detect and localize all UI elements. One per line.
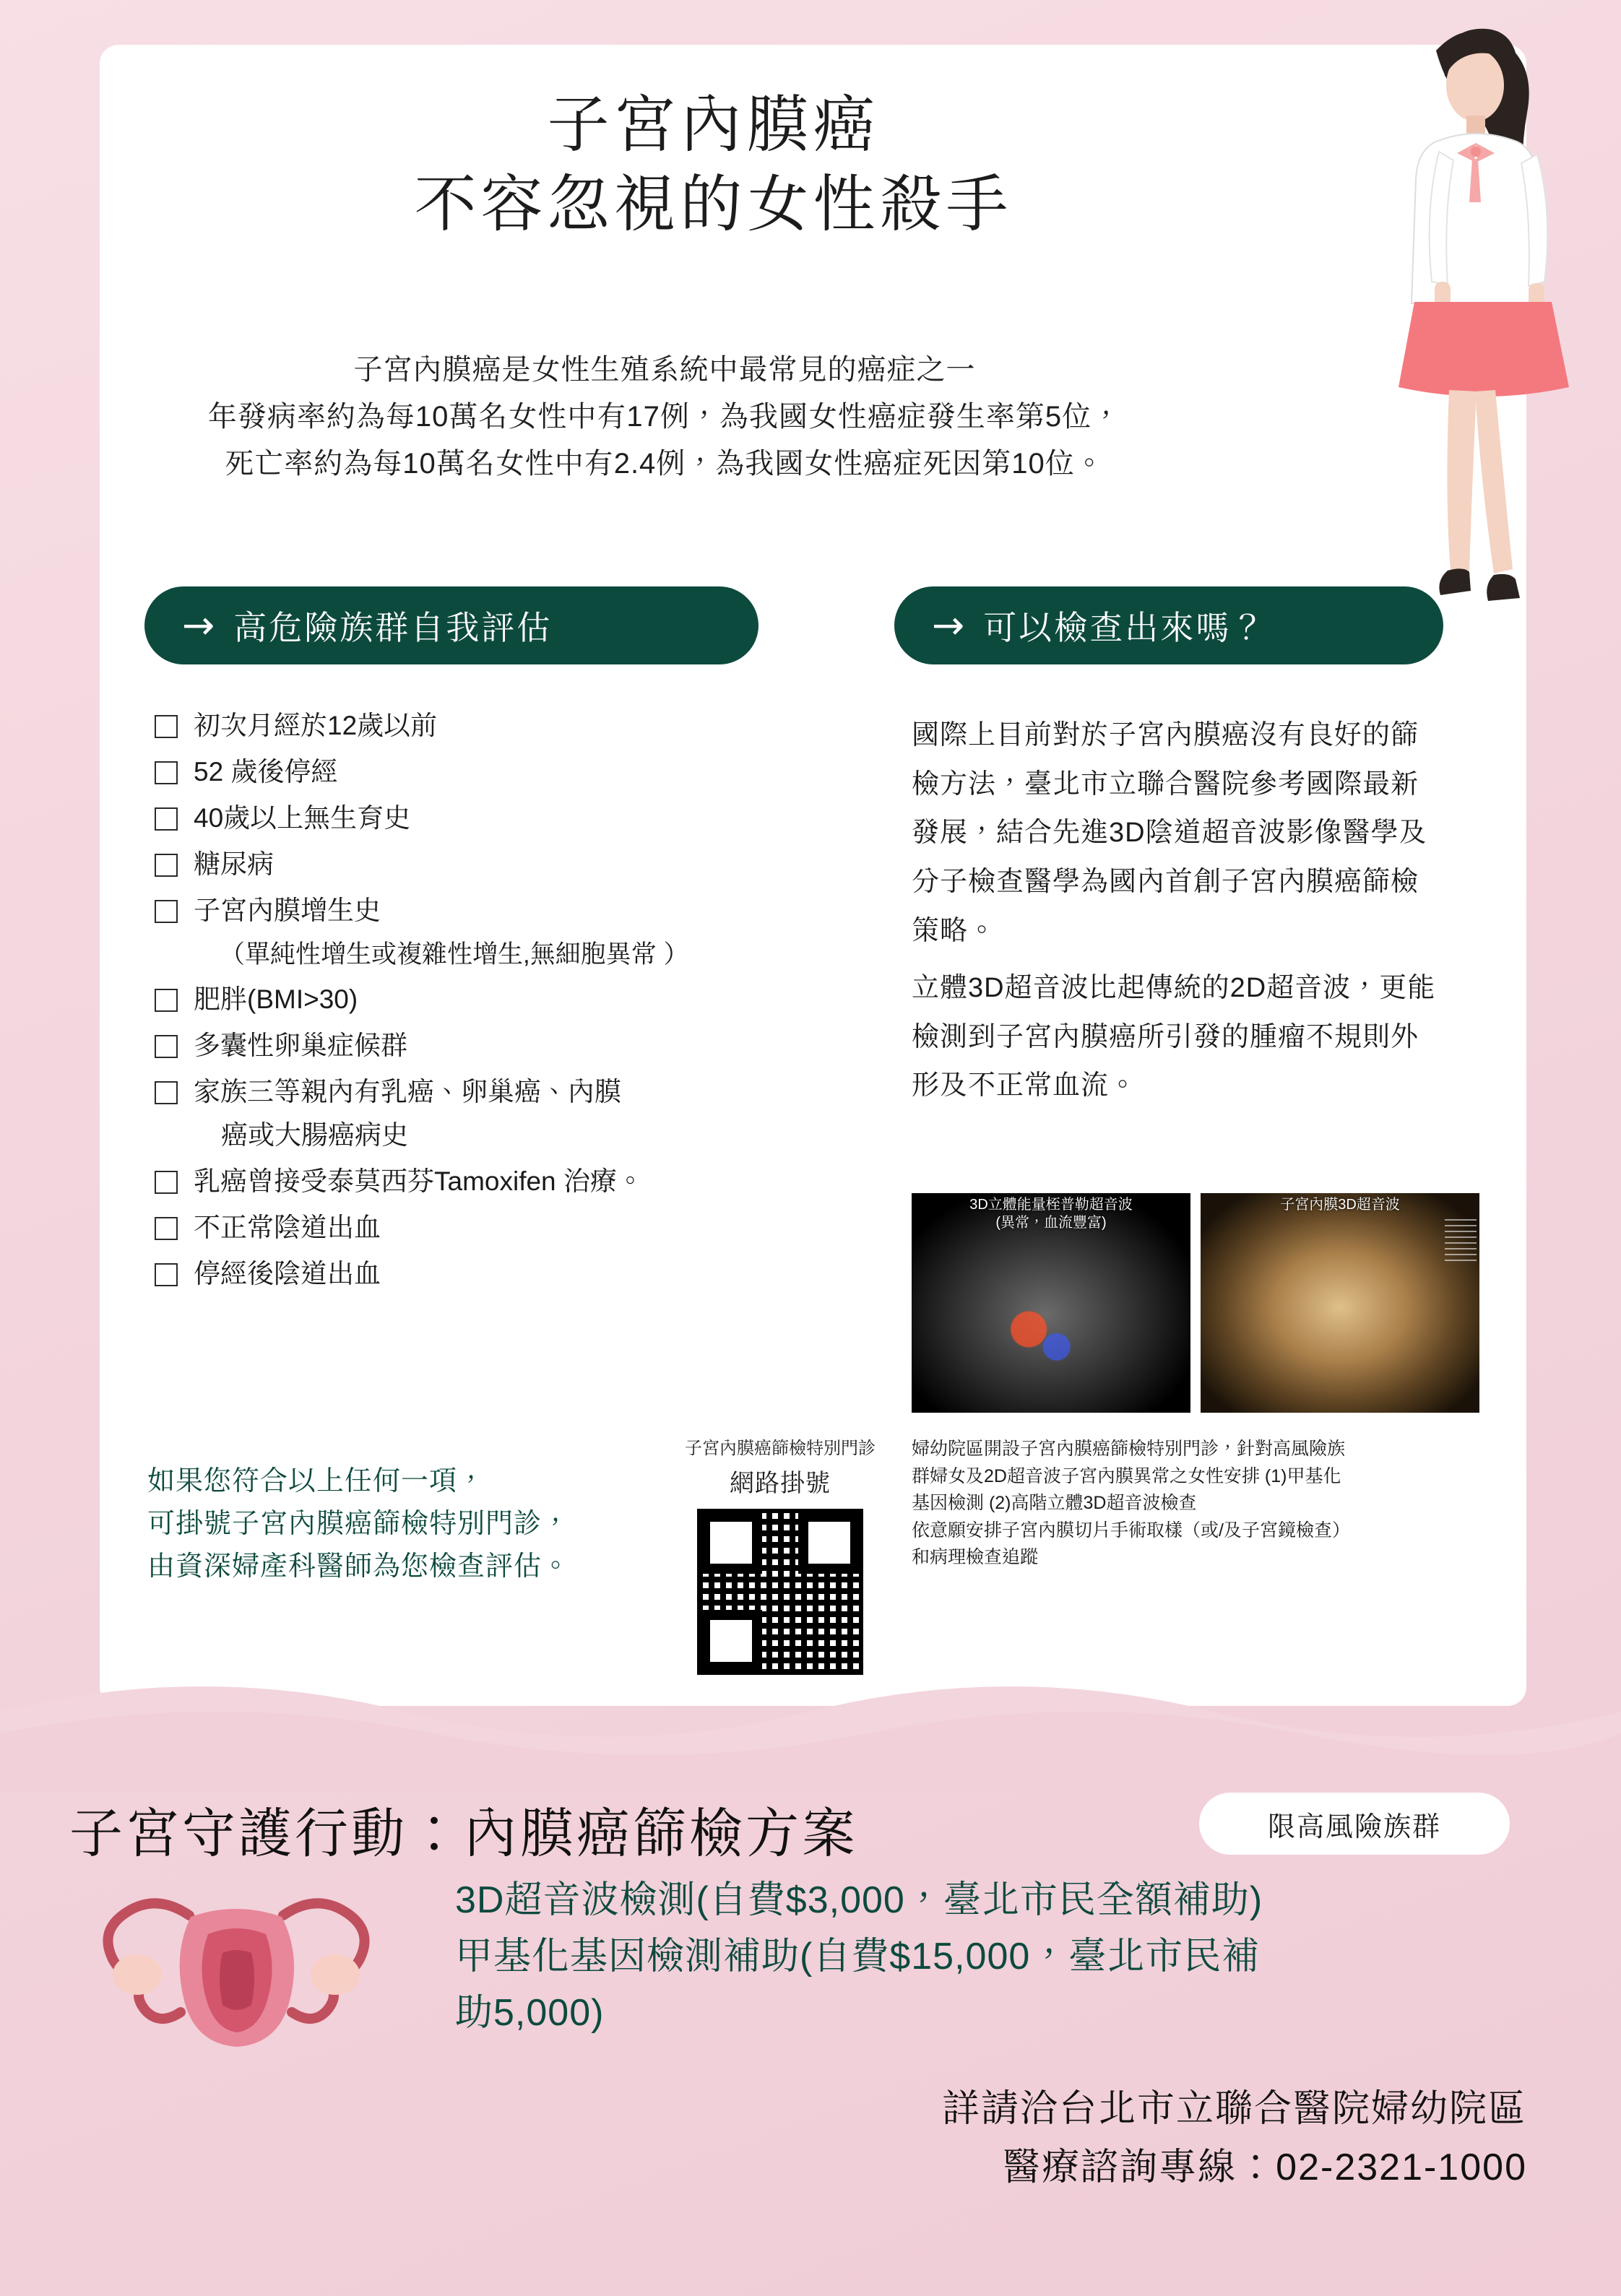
qr-code-icon[interactable] — [697, 1509, 863, 1675]
clinic-service-note — [912, 1436, 1482, 1572]
contact-info — [516, 2080, 1527, 2196]
ultrasound-caption-1: 3D立體能量桎普勒超音波 (異常，血流豐富) — [969, 1197, 1133, 1231]
status-badge: 限高風險族群 — [1199, 1793, 1510, 1855]
screening-paragraph-1: 國際上目前對於子宮內膜癌沒有良好的篩檢方法，臺北市立聯合醫院參考國際最新發展，結合先進3D陰道超音波影像醫學及分子檢查醫學為國內首創子宮內膜癌篩檢策略。 — [912, 720, 1427, 946]
section-header-risk-label: 高危險族群自我評估 — [233, 609, 553, 646]
ultrasound-scale-bar — [1445, 1219, 1477, 1262]
headline-line-1: 子宮內膜癌 — [547, 90, 880, 160]
list-item-label: 多囊性卵巢症候群 — [194, 1030, 407, 1060]
clinic-note-line-2: 群婦女及2D超音波子宮內膜異常之女性安排 (1)甲基化 — [912, 1465, 1341, 1486]
list-item[interactable] — [155, 1256, 877, 1292]
checkbox-icon[interactable] — [155, 854, 178, 877]
list-item[interactable] — [155, 982, 877, 1018]
section-header-risk-assessment — [144, 586, 758, 664]
section-header-screening-label: 可以檢查出來嗎？ — [983, 609, 1267, 646]
checkbox-icon[interactable] — [155, 761, 178, 784]
ultrasound-image-doppler — [912, 1193, 1190, 1413]
headline-line-2: 不容忽視的女性殺手 — [414, 169, 1013, 239]
cta-line-1: 如果您符合以上任何一項， — [147, 1466, 486, 1496]
checkbox-icon[interactable] — [155, 1171, 178, 1194]
checkbox-icon[interactable] — [155, 900, 178, 923]
price-line-3: 助5,000) — [455, 1992, 605, 2034]
ultrasound-image-3d — [1201, 1193, 1479, 1413]
list-item-label: 40歲以上無生育史 — [194, 802, 411, 833]
ultrasound-caption-2: 子宮內膜3D超音波 — [1280, 1197, 1400, 1213]
list-item[interactable] — [155, 1074, 877, 1110]
checkbox-icon[interactable] — [155, 989, 178, 1012]
arrow-right-icon-2: → — [932, 602, 965, 648]
arrow-right-icon: → — [182, 602, 215, 648]
checklist-continuation: 癌或大腸癌病史 — [221, 1119, 408, 1150]
uterus-illustration — [81, 1884, 392, 2050]
list-item[interactable] — [155, 1210, 877, 1246]
list-item[interactable] — [155, 1028, 877, 1064]
clinic-note-line-5: 和病理檢查追蹤 — [912, 1547, 1039, 1567]
list-item[interactable] — [155, 893, 877, 929]
cta-line-3: 由資深婦產科醫師為您檢查評估。 — [147, 1551, 571, 1582]
intro-line-1: 子宮內膜癌是女性生殖系統中最常見的癌症之一 — [353, 354, 976, 386]
list-item-label: 乳癌曾接受泰莫西芬Tamoxifen 治療。 — [194, 1166, 644, 1196]
list-item[interactable] — [155, 754, 877, 790]
checkbox-icon[interactable] — [155, 807, 178, 831]
list-item-label: 子宮內膜增生史 — [194, 895, 381, 925]
checkbox-icon[interactable] — [155, 1217, 178, 1240]
checklist-subnote: （單純性增生或複雜性增生,無細胞異常 ） — [220, 940, 689, 969]
section-header-screening — [894, 586, 1443, 664]
list-item-label: 肥胖(BMI>30) — [194, 984, 358, 1014]
list-item[interactable] — [155, 1164, 877, 1200]
ultrasound-image-group — [912, 1193, 1479, 1413]
price-line-2: 甲基化基因檢測補助(自費$15,000，臺北市民補 — [455, 1936, 1261, 1977]
intro-paragraph — [43, 347, 1286, 487]
intro-line-3: 死亡率約為每10萬名女性中有2.4例，為我國女性癌症死因第10位。 — [225, 447, 1105, 480]
program-title: 子宮守護行動：內膜癌篩檢方案 — [69, 1803, 858, 1863]
clinic-note-line-4: 依意願安排子宮內膜切片手術取樣（或/及子宮鏡檢查） — [912, 1520, 1350, 1541]
program-pricing — [455, 1872, 1524, 2041]
checkbox-icon[interactable] — [155, 715, 178, 738]
qr-caption-small: 子宮內膜癌篩檢特別門診 — [685, 1439, 876, 1458]
screening-paragraph-2: 立體3D超音波比起傳統的2D超音波，更能檢測到子宮內膜癌所引發的腫瘤不規則外形及不正常血流。 — [912, 973, 1436, 1101]
list-item-label: 初次月經於12歲以前 — [194, 711, 438, 740]
checkbox-icon[interactable] — [155, 1263, 178, 1286]
wave-divider — [0, 1683, 1621, 1791]
list-item-label: 不正常陰道出血 — [194, 1212, 381, 1242]
list-item-label: 家族三等親內有乳癌、卵巢癌、內膜 — [194, 1076, 621, 1106]
list-item-label: 52 歲後停經 — [194, 756, 338, 787]
price-line-1: 3D超音波檢測(自費$3,000，臺北市民全額補助) — [455, 1879, 1263, 1921]
list-item[interactable] — [155, 800, 877, 836]
checkbox-icon[interactable] — [155, 1035, 178, 1058]
screening-description — [912, 711, 1446, 1119]
risk-checklist — [155, 708, 877, 1302]
qr-registration-block[interactable] — [672, 1434, 889, 1675]
list-item-label: 停經後陰道出血 — [194, 1258, 381, 1288]
qr-caption-large: 網路掛號 — [730, 1470, 831, 1497]
clinic-note-line-1: 婦幼院區開設子宮內膜癌篩檢特別門診，針對高風險族 — [912, 1439, 1346, 1459]
intro-line-2: 年發病率約為每10萬名女性中有17例，為我國女性癌症發生率第5位， — [207, 400, 1122, 433]
contact-line-1: 詳請洽台北市立聯合醫院婦幼院區 — [941, 2088, 1527, 2130]
poster-headline — [0, 87, 1427, 245]
list-item[interactable] — [155, 846, 877, 883]
contact-line-2: 醫療諮詢專線：02-2321-1000 — [1003, 2146, 1527, 2188]
list-item[interactable] — [155, 708, 877, 744]
clinic-note-line-3: 基因檢測 (2)高階立體3D超音波檢查 — [912, 1493, 1197, 1513]
cta-line-2: 可掛號子宮內膜癌篩檢特別門診， — [147, 1508, 571, 1539]
checkbox-icon[interactable] — [155, 1081, 178, 1104]
list-item-label: 糖尿病 — [194, 849, 274, 879]
